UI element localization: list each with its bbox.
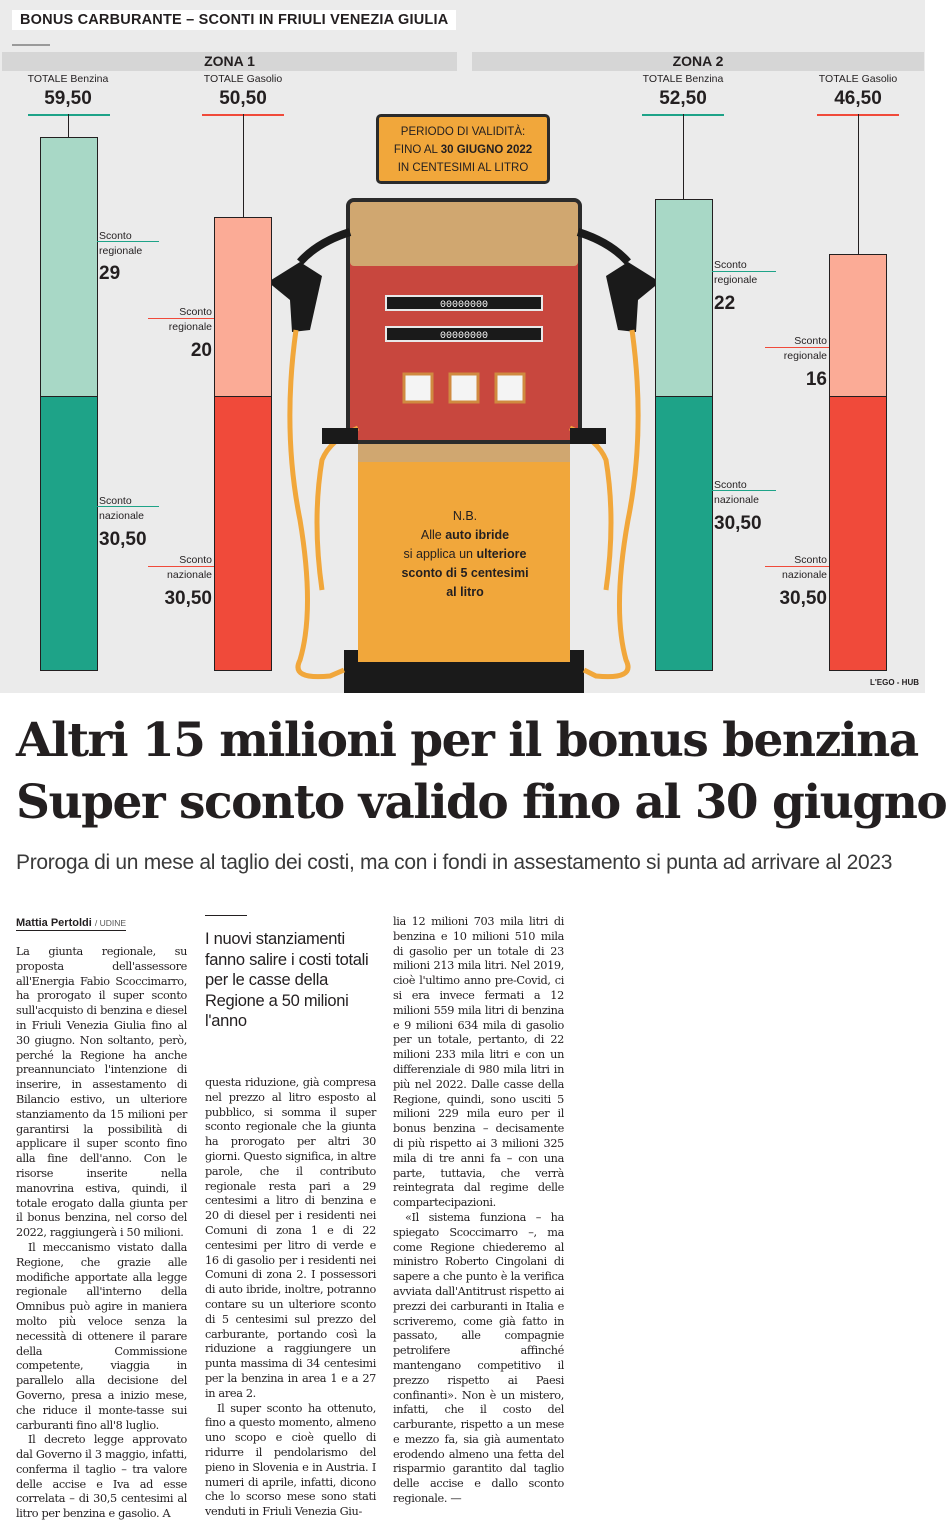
- bar-2-total-label: TOTALE Gasolio: [203, 73, 283, 85]
- bar-3-national-label: Sconto nazionale: [714, 479, 759, 506]
- graphic-credit: L'EGO - HUB: [869, 678, 919, 687]
- bar-3-national: [656, 397, 712, 670]
- left-nozzle: [268, 262, 322, 332]
- col1-paragraph: Il decreto legge approvato dal Governo il 3 maggio, infatti, conferma il taglio – tra valore delle accise e Iva ad esse correlata – di 30,5 centesimi al litro per benzina e gasolio. A: [16, 1433, 187, 1521]
- bar-1-national-value: 30,50: [99, 529, 147, 550]
- col1-paragraph: Il meccanismo vistato dalla Regione, che grazie alle modifiche apportate alla legge regionale all'interno della Omnibus può agire in maniera molto più veloce senza la necessità di ottenere il parare della Commissione competente, viaggia in parallelo alla decisione del Governo, presa a inizio mese, che riduce il monte-tasse sui carburanti fino all'8 luglio.: [16, 1240, 187, 1432]
- col3-paragraph: lia 12 milioni 703 mila litri di benzina e 10 milioni 510 mila di gasolio per un totale di 23 milioni 213 mila litri. Nel 2019, cioè l'ultimo anno pre-Covid, ci si era invece fermati a 12 milioni 559 mila litri di benzina e 9 milioni 634 mila di gasolio per un totale, pertanto, di 22 milioni 233 mila litri e con un differenziale di 980 mila litri in più nel 2022. Dalle casse della Regione, quindi, sono usciti 5 milioni 229 mila euro per il bonus benzina – decisamente di più rispetto ai 3 milioni 325 mila di tre anni fa – con una parte, tuttavia, che verrà reintegrata dal regime delle compartecipazioni.: [393, 915, 564, 1210]
- bar-1-regional-label: Sconto regionale: [99, 230, 143, 257]
- bar-1-total-value: 59,50: [44, 88, 92, 109]
- bar-4-regional: [830, 255, 886, 397]
- zone-1-band: ZONA 1: [2, 52, 457, 71]
- bar-2-regional: [215, 218, 271, 397]
- bar-2-total-value: 50,50: [219, 88, 267, 109]
- bar-1-national-label: Sconto nazionale: [99, 495, 144, 522]
- subtitle: Proroga di un mese al taglio dei costi, ma con i fondi in assestamento si punta ad arrivare al 2023: [16, 851, 893, 874]
- bar-2-regional-value: 20: [190, 340, 212, 361]
- bar-1-total-label: TOTALE Benzina: [27, 73, 109, 85]
- article-column-3: [393, 915, 564, 1507]
- bar-4-regional-label: Sconto regionale: [783, 335, 827, 362]
- pull-quote: I nuovi stanziamenti fanno salire i costi totali per le casse della Regione a 50 milioni l'anno: [205, 930, 369, 1030]
- bar-3-regional-label: Sconto regionale: [714, 259, 758, 286]
- pump-button-1: [404, 374, 432, 402]
- bar-3-regional-value: 22: [714, 293, 736, 314]
- bar-3-total-label: TOTALE Benzina: [642, 73, 724, 85]
- bar-2-national: [215, 397, 271, 670]
- bar-3-total-value: 52,50: [659, 88, 707, 109]
- pump-button-3: [496, 374, 524, 402]
- right-nozzle: [606, 262, 660, 332]
- article-column-2: [205, 1076, 376, 1520]
- bar-4-regional-value: 16: [805, 369, 827, 390]
- nb-note: N.B. Alle auto ibride si applica un ulteriore sconto di 5 centesimi al litro: [401, 509, 529, 599]
- pump-top-panel: [350, 202, 578, 266]
- kicker: BONUS CARBURANTE – SCONTI IN FRIULI VENEZIA GIULIA: [12, 10, 456, 30]
- article-column-1: [16, 945, 187, 1522]
- headline-line-2: Super sconto valido fino al 30 giugno: [16, 775, 947, 830]
- col1-paragraph: La giunta regionale, su proposta dell'assessore all'Energia Fabio Scoccimarro, ha prorogato il super sconto sull'acquisto di benzina e diesel in Friuli Venezia Giulia fino al 30 giugno. Non soltanto, però, perché la Regione ha anche preannunciato l'intenzione di inserire, in assestamento di Bilancio estivo, un ulteriore stanziamento da 15 milioni per garantirsi la possibilità di applicare il super sconto fino alla fine dell'anno. Con le risorse inserite nella manovrina estiva, quindi, il totale erogato dalla giunta per il bonus benzina, nel corso del 2022, raggiungerà i 50 milioni.: [16, 945, 187, 1240]
- col2-paragraph: questa riduzione, già compresa nel prezzo al litro esposto al pubblico, si somma il super sconto regionale che la giunta ha prorogato per altri 30 giorni. Questo significa, in altre parole, che il contributo regionale resta pari a 29 centesimi a litro di benzina e 20 di diesel per i residenti nei Comuni di zona 1 e di 22 centesimi per litro di verde e 16 di gasolio per i residenti nei Comuni di zona 2. I possessori di auto ibride, inoltre, potranno contare su un ulteriore sconto di 5 centesimi sul prezzo del carburante, portando così la riduzione a raggiungere un punta massima di 34 centesimi per la benzina in area 1 e a 27 in area 2.: [205, 1076, 376, 1400]
- validity-line-3: IN CENTESIMI AL LITRO: [397, 162, 529, 174]
- bar-2-national-label: Sconto nazionale: [167, 554, 212, 581]
- bar-2-national-value: 30,50: [164, 588, 212, 609]
- bar-4-national-value: 30,50: [779, 588, 827, 609]
- bar-1-regional: [41, 138, 97, 397]
- bar-4-total-value: 46,50: [834, 88, 882, 109]
- bar-1-national: [41, 397, 97, 670]
- pull-quote-rule: [205, 915, 247, 916]
- bar-4-national-label: Sconto nazionale: [782, 554, 827, 581]
- infographic: [0, 0, 925, 693]
- bar-4-national: [830, 397, 886, 670]
- col2-paragraph: Il super sconto ha ottenuto, fino a questo momento, almeno uno scopo e cioè quello di ridurre il pendolarismo del pieno in Slovenia e in Austria. I numeri di aprile, infatti, dicono che lo scorso mese sono stati venduti in Friuli Venezia Giu-: [205, 1401, 376, 1519]
- zone-2-band: ZONA 2: [472, 52, 924, 71]
- pump-display-2-text: 00000000: [439, 331, 489, 342]
- pump-display-1-text: 00000000: [439, 300, 489, 311]
- bar-3-regional: [656, 200, 712, 397]
- col3-paragraph: «Il sistema funziona – ha spiegato Scoccimarro –, ma come Regione chiederemo al ministro Roberto Cingolani di sapere a che punto è la verifica avviata dall'Antitrust rispetto ai prezzi dei carburanti in Italia e scriveremo, come già fatto in passato, alle compagnie petrolifere affinché mantengano competitivo il prezzo rispetto ai Paesi confinanti». Non è un mistero, infatti, che il costo del carburante, rispetto a un mese e mezzo fa, sia già aumentato erodendo almeno una fetta del risparmio garantito dal taglio delle accise e dallo sconto regionale. —: [393, 1210, 564, 1506]
- bar-4-total-label: TOTALE Gasolio: [818, 73, 898, 85]
- validity-line-2: FINO AL 30 GIUGNO 2022: [393, 144, 533, 156]
- bar-3-national-value: 30,50: [714, 513, 762, 534]
- byline: Mattia Pertoldi / UDINE: [16, 917, 127, 929]
- bar-1-regional-value: 29: [99, 263, 121, 284]
- validity-box: [376, 114, 550, 184]
- headline-line-1: Altri 15 milioni per il bonus benzina: [16, 713, 918, 768]
- validity-line-1: PERIODO DI VALIDITÀ:: [400, 126, 526, 138]
- bar-2-regional-label: Sconto regionale: [168, 306, 212, 333]
- pump-button-2: [450, 374, 478, 402]
